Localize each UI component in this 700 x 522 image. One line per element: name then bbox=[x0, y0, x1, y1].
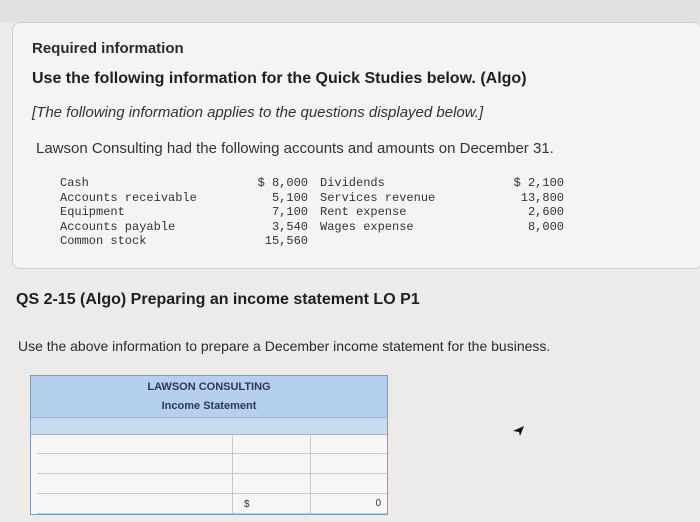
account-name: Rent expense bbox=[320, 205, 407, 220]
intro-text: Lawson Consulting had the following accounts and amounts on December 31. bbox=[36, 140, 554, 157]
account-name: Cash bbox=[60, 176, 89, 190]
account-name: Equipment bbox=[60, 205, 125, 220]
mouse-cursor-icon bbox=[512, 424, 526, 438]
statement-amount-input[interactable] bbox=[233, 435, 310, 454]
statement-total-cell bbox=[311, 434, 387, 453]
statement-amount-cell[interactable] bbox=[233, 474, 311, 493]
statement-amount-cell[interactable] bbox=[233, 454, 311, 473]
statement-row bbox=[37, 434, 387, 454]
question-title: QS 2-15 (Algo) Preparing an income statement LO P1 bbox=[16, 291, 420, 308]
accounts-table bbox=[60, 176, 564, 249]
account-amount bbox=[478, 234, 564, 249]
info-title: Use the following information for the Quick Studies below. (Algo) bbox=[32, 70, 527, 87]
statement-label-cell[interactable] bbox=[37, 454, 233, 473]
account-name: Accounts receivable bbox=[60, 190, 197, 205]
account-amount: 13,800 bbox=[520, 190, 564, 205]
accounts-row bbox=[60, 176, 564, 191]
applies-note: [The following information applies to the questions displayed below.] bbox=[32, 104, 484, 121]
statement-row bbox=[37, 454, 387, 474]
account-name: Dividends bbox=[320, 176, 385, 190]
statement-label-cell[interactable] bbox=[37, 434, 233, 453]
statement-label-input[interactable] bbox=[37, 475, 232, 494]
statement-label-cell[interactable] bbox=[37, 474, 233, 493]
account-name: Wages expense bbox=[320, 219, 414, 234]
statement-amount-cell[interactable] bbox=[233, 434, 311, 453]
account-amount: 5,100 bbox=[271, 190, 308, 205]
statement-total-row bbox=[37, 494, 387, 514]
account-amount: 15,560 bbox=[264, 234, 308, 249]
statement-header bbox=[31, 376, 387, 418]
statement-label-input[interactable] bbox=[37, 435, 232, 454]
statement-subheader bbox=[31, 418, 387, 435]
statement-total-cell bbox=[311, 474, 387, 493]
statement-title: Income Statement bbox=[161, 400, 257, 412]
question-instruction: Use the above information to prepare a December income statement for the business. bbox=[18, 338, 551, 354]
accounts-row bbox=[60, 205, 564, 220]
account-name: Services revenue bbox=[320, 190, 436, 205]
account-name: Common stock bbox=[60, 234, 147, 249]
account-amount: 3,540 bbox=[271, 219, 308, 234]
account-name bbox=[308, 234, 478, 249]
dollar-sign: $ bbox=[244, 499, 250, 510]
statement-row bbox=[37, 474, 387, 494]
accounts-row bbox=[60, 191, 564, 206]
statement-label-input[interactable] bbox=[37, 455, 232, 474]
statement-amount-cell bbox=[233, 494, 311, 513]
top-shade bbox=[0, 0, 700, 22]
accounts-row bbox=[60, 234, 564, 249]
account-amount: $ 8,000 bbox=[257, 176, 308, 190]
statement-amount-input[interactable] bbox=[233, 475, 310, 494]
account-amount: 2,600 bbox=[527, 205, 564, 220]
accounts-row bbox=[60, 220, 564, 235]
account-amount: 8,000 bbox=[527, 219, 564, 234]
account-amount: $ 2,100 bbox=[513, 176, 564, 190]
account-name: Accounts payable bbox=[60, 219, 176, 234]
total-value: 0 bbox=[375, 498, 381, 509]
statement-amount-input[interactable] bbox=[233, 455, 310, 474]
account-amount: 7,100 bbox=[271, 205, 308, 220]
required-info-heading: Required information bbox=[32, 40, 184, 57]
income-statement-form bbox=[30, 375, 388, 515]
statement-total-cell bbox=[311, 454, 387, 473]
statement-label-input[interactable] bbox=[37, 495, 232, 514]
statement-label-cell[interactable] bbox=[37, 494, 233, 513]
statement-total-cell bbox=[311, 494, 387, 513]
company-name: LAWSON CONSULTING bbox=[147, 381, 271, 393]
